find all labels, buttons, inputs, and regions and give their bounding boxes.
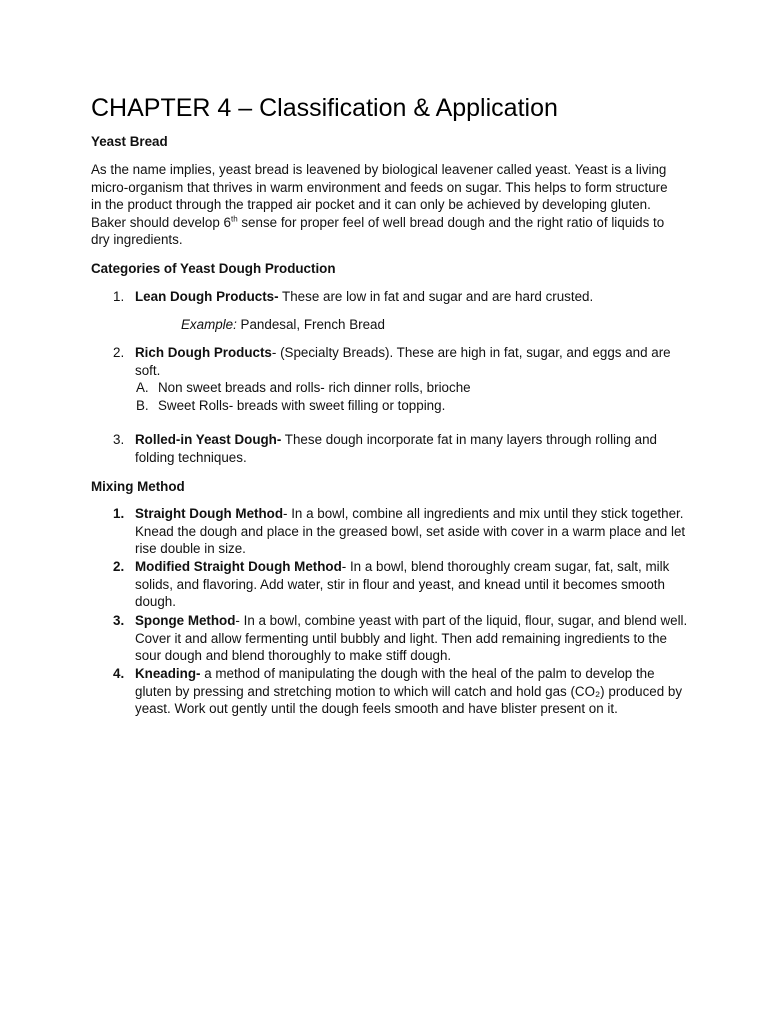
sub-item-label: A. — [136, 380, 149, 395]
category-item-2 — [113, 344, 688, 379]
sub-item-text: Sweet Rolls- breads with sweet filling or topping. — [158, 398, 446, 413]
category-term: Lean Dough Products- — [135, 289, 279, 304]
sub-item-label: B. — [136, 398, 149, 413]
mixing-item-4 — [113, 665, 688, 718]
list-number: 3. — [113, 432, 125, 447]
list-number: 1. — [113, 289, 125, 304]
yeast-bread-heading: Yeast Bread — [91, 134, 168, 149]
yeast-bread-paragraph-part-a: As the name implies, yeast bread is leavened by biological leavener called yeast. Yeast is a living micro-organism that thrives in warm environment and feeds on sugar. This helps to form structure in the product through the trapped air pocket and it can only be achieved by developing gluten. Baker should develop 6 — [91, 162, 668, 230]
categories-heading: Categories of Yeast Dough Production — [91, 261, 336, 276]
mixing-text: - In a bowl, combine all ingredients and mix until they stick together. Knead the dough and place in the greased bowl, set aside with cover in a warm place and let rise double in size. — [135, 506, 686, 557]
category-text: These dough incorporate fat in many layers through rolling and folding techniques. — [135, 432, 657, 465]
list-number: 2. — [113, 559, 125, 574]
category-term: Rolled-in Yeast Dough- — [135, 432, 282, 447]
mixing-text: a method of manipulating the dough with the heal of the palm to develop the gluten by pressing and stretching motion to which will catch and hold gas (CO₂) produced by yeast. Work out gently until the dough feels smooth and have blister present on it. — [135, 666, 683, 717]
mixing-term: Sponge Method — [135, 613, 236, 628]
superscript-th: th — [230, 214, 238, 224]
sub-item-text: Non sweet breads and rolls- rich dinner rolls, brioche — [158, 380, 471, 395]
mixing-item-3 — [113, 612, 688, 665]
category-text: - (Specialty Breads). These are high in fat, sugar, and eggs and are soft. — [135, 345, 671, 378]
example-label: Example: — [181, 317, 237, 332]
category-text: These are low in fat and sugar and are hard crusted. — [278, 289, 594, 304]
mixing-text: - In a bowl, blend thoroughly cream sugar, fat, salt, milk solids, and flavoring. Add water, stir in flour and yeast, and knead until it becomes smooth dough. — [135, 559, 670, 610]
example-line — [181, 316, 581, 334]
mixing-item-1 — [113, 505, 688, 558]
example-text: Pandesal, French Bread — [236, 317, 385, 332]
list-number: 2. — [113, 345, 125, 360]
list-number: 4. — [113, 666, 125, 681]
yeast-bread-paragraph — [91, 161, 681, 249]
category-item-1 — [113, 288, 688, 306]
mixing-text: - In a bowl, combine yeast with part of the liquid, flour, sugar, and blend well. Cover it and allow fermenting until bubbly and light. Then add remaining ingredients to the sour dough and blend thoroughly to make stiff dough. — [135, 613, 688, 664]
mixing-method-heading: Mixing Method — [91, 479, 185, 494]
yeast-bread-paragraph-part-b: sense for proper feel of well bread dough and the right ratio of liquids to dry ingredients. — [91, 214, 665, 248]
sub-item-a — [136, 379, 676, 397]
sub-item-b — [136, 397, 676, 415]
category-item-3 — [113, 431, 688, 466]
category-term: Rich Dough Products — [135, 345, 272, 360]
mixing-term: Kneading- — [135, 666, 201, 681]
list-number: 1. — [113, 506, 125, 521]
list-number: 3. — [113, 613, 125, 628]
chapter-title: CHAPTER 4 – Classification & Application — [91, 94, 558, 122]
mixing-term: Straight Dough Method — [135, 506, 284, 521]
mixing-term: Modified Straight Dough Method — [135, 559, 342, 574]
mixing-item-2 — [113, 558, 688, 611]
